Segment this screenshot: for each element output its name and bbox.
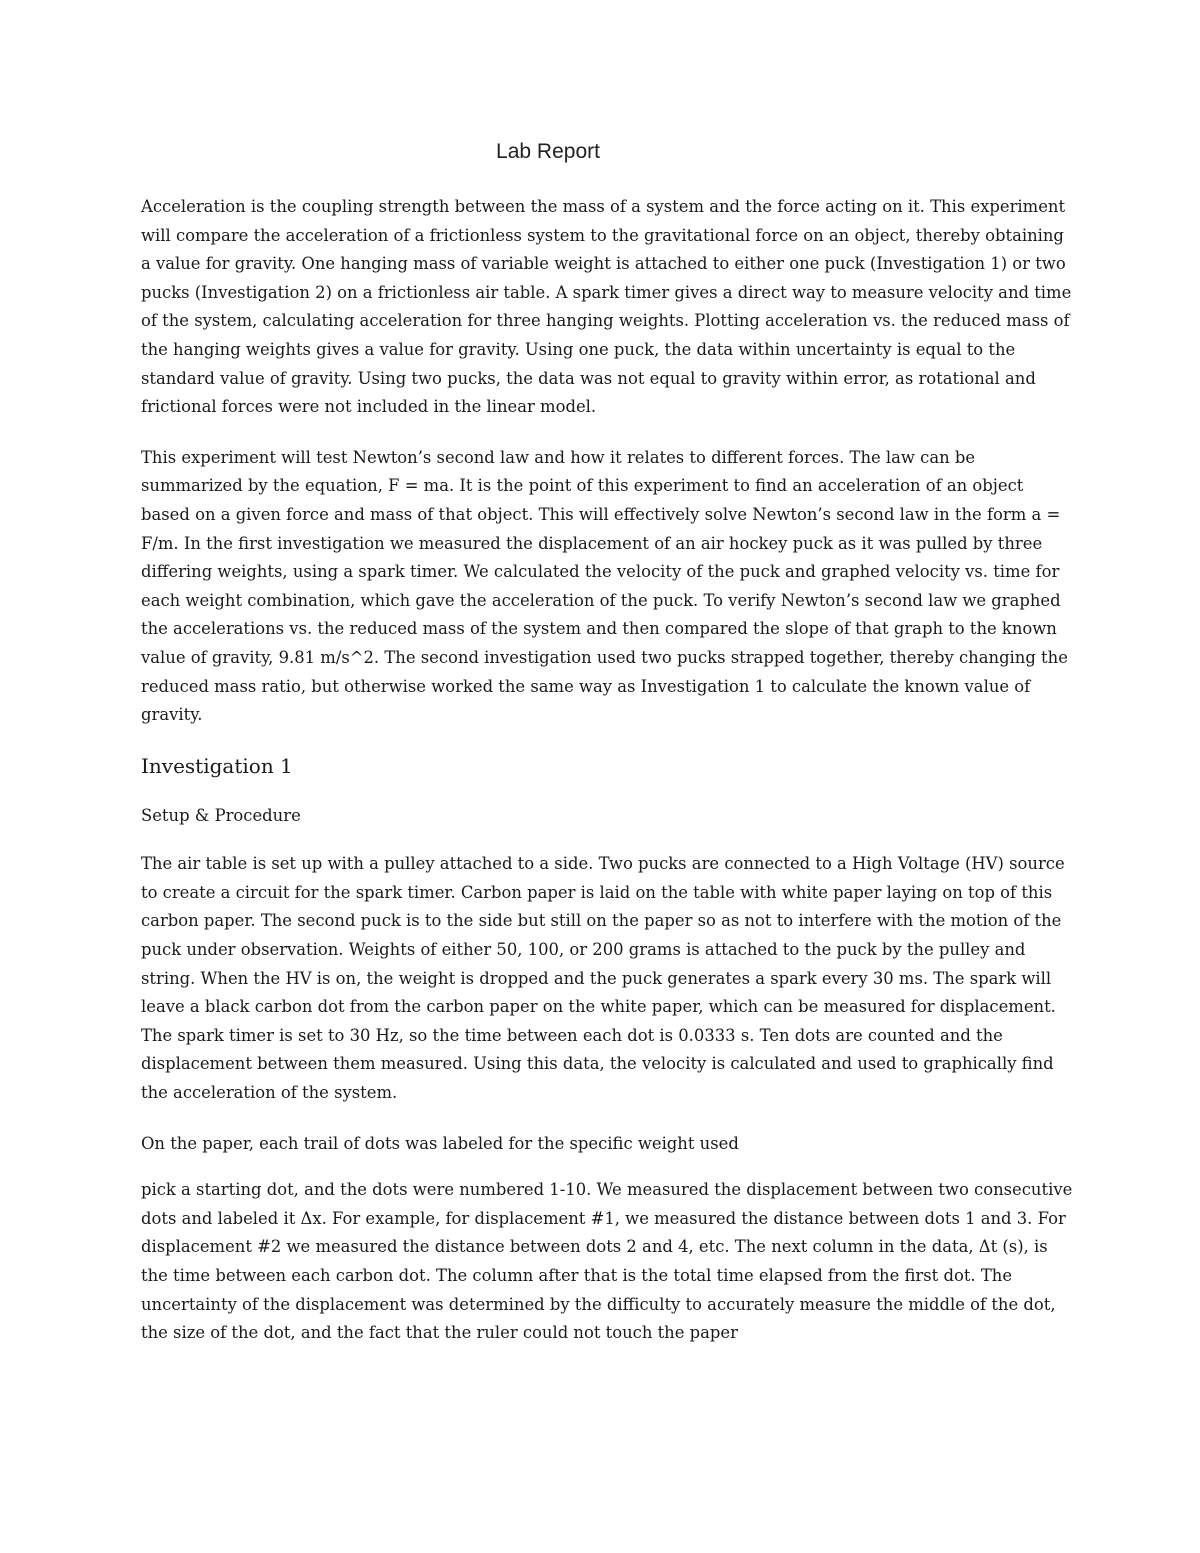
measurement-paragraph: pick a starting dot, and the dots were numbered 1-10. We measured the displacement between two consecutive dots and labeled it Δx. For example, for displacement #1, we measured the distance between dots 1 and 3. For displacement #2 we measured the distance between dots 2 and 4, etc. The next column in the data, Δt (s), is the time between each carbon dot. The column after that is the total time elapsed from the first dot. The uncertainty of the displacement was determined by the difficulty to accurately measure the middle of the dot, the size of the dot, and the fact that the ruler could not touch the paper xyxy=(141,1180,1073,1343)
section-heading-investigation-1: Investigation 1 xyxy=(141,753,293,778)
setup-paragraph: The air table is set up with a pulley attached to a side. Two pucks are connected to a High Voltage (HV) source to create a circuit for the spark timer. Carbon paper is laid on the table with white paper laying on top of this carbon paper. The second puck is to the side but still on the paper so as not to interfere with the motion of the puck under observation. Weights of either 50, 100, or 200 grams is attached to the puck by the pulley and string. When the HV is on, the weight is dropped and the puck generates a spark every 30 ms. The spark will leave a black carbon dot from the carbon paper on the white paper, which can be measured for displacement. The spark timer is set to 30 Hz, so the time between each dot is 0.0333 s. Ten dots are counted and the displacement between them measured. Using this data, the velocity is calculated and used to graphically find the acceleration of the system. xyxy=(141,854,1065,1103)
labeling-paragraph: On the paper, each trail of dots was labeled for the specific weight used xyxy=(141,1133,739,1153)
document-title: Lab Report xyxy=(496,140,600,163)
subsection-heading-setup-procedure: Setup & Procedure xyxy=(141,805,301,825)
introduction-paragraph: This experiment will test Newton’s second law and how it relates to different forces. The law can be summarized by the equation, F = ma. It is the point of this experiment to find an acceleration of an object based on a given force and mass of that object. This will effectively solve Newton’s second law in the form a = F/m. In the first investigation we measured the displacement of an air hockey puck as it was pulled by three differing weights, using a spark timer. We calculated the velocity of the puck and graphed velocity vs. time for each weight combination, which gave the acceleration of the puck. To verify Newton’s second law we graphed the accelerations vs. the reduced mass of the system and then compared the slope of that graph to the known value of gravity, 9.81 m/s^2. The second investigation used two pucks strapped together, thereby changing the reduced mass ratio, but otherwise worked the same way as Investigation 1 to calculate the known value of gravity. xyxy=(141,447,1068,725)
abstract-paragraph: Acceleration is the coupling strength between the mass of a system and the force acting on it. This experiment will compare the acceleration of a frictionless system to the gravitational force on an object, thereby obtaining a value for gravity. One hanging mass of variable weight is attached to either one puck (Investigation 1) or two pucks (Investigation 2) on a frictionless air table. A spark timer gives a direct way to measure velocity and time of the system, calculating acceleration for three hanging weights. Plotting acceleration vs. the reduced mass of the hanging weights gives a value for gravity. Using one puck, the data within uncertainty is equal to the standard value of gravity. Using two pucks, the data was not equal to gravity within error, as rotational and frictional forces were not included in the linear model. xyxy=(141,197,1072,417)
document-body xyxy=(141,193,1076,1370)
